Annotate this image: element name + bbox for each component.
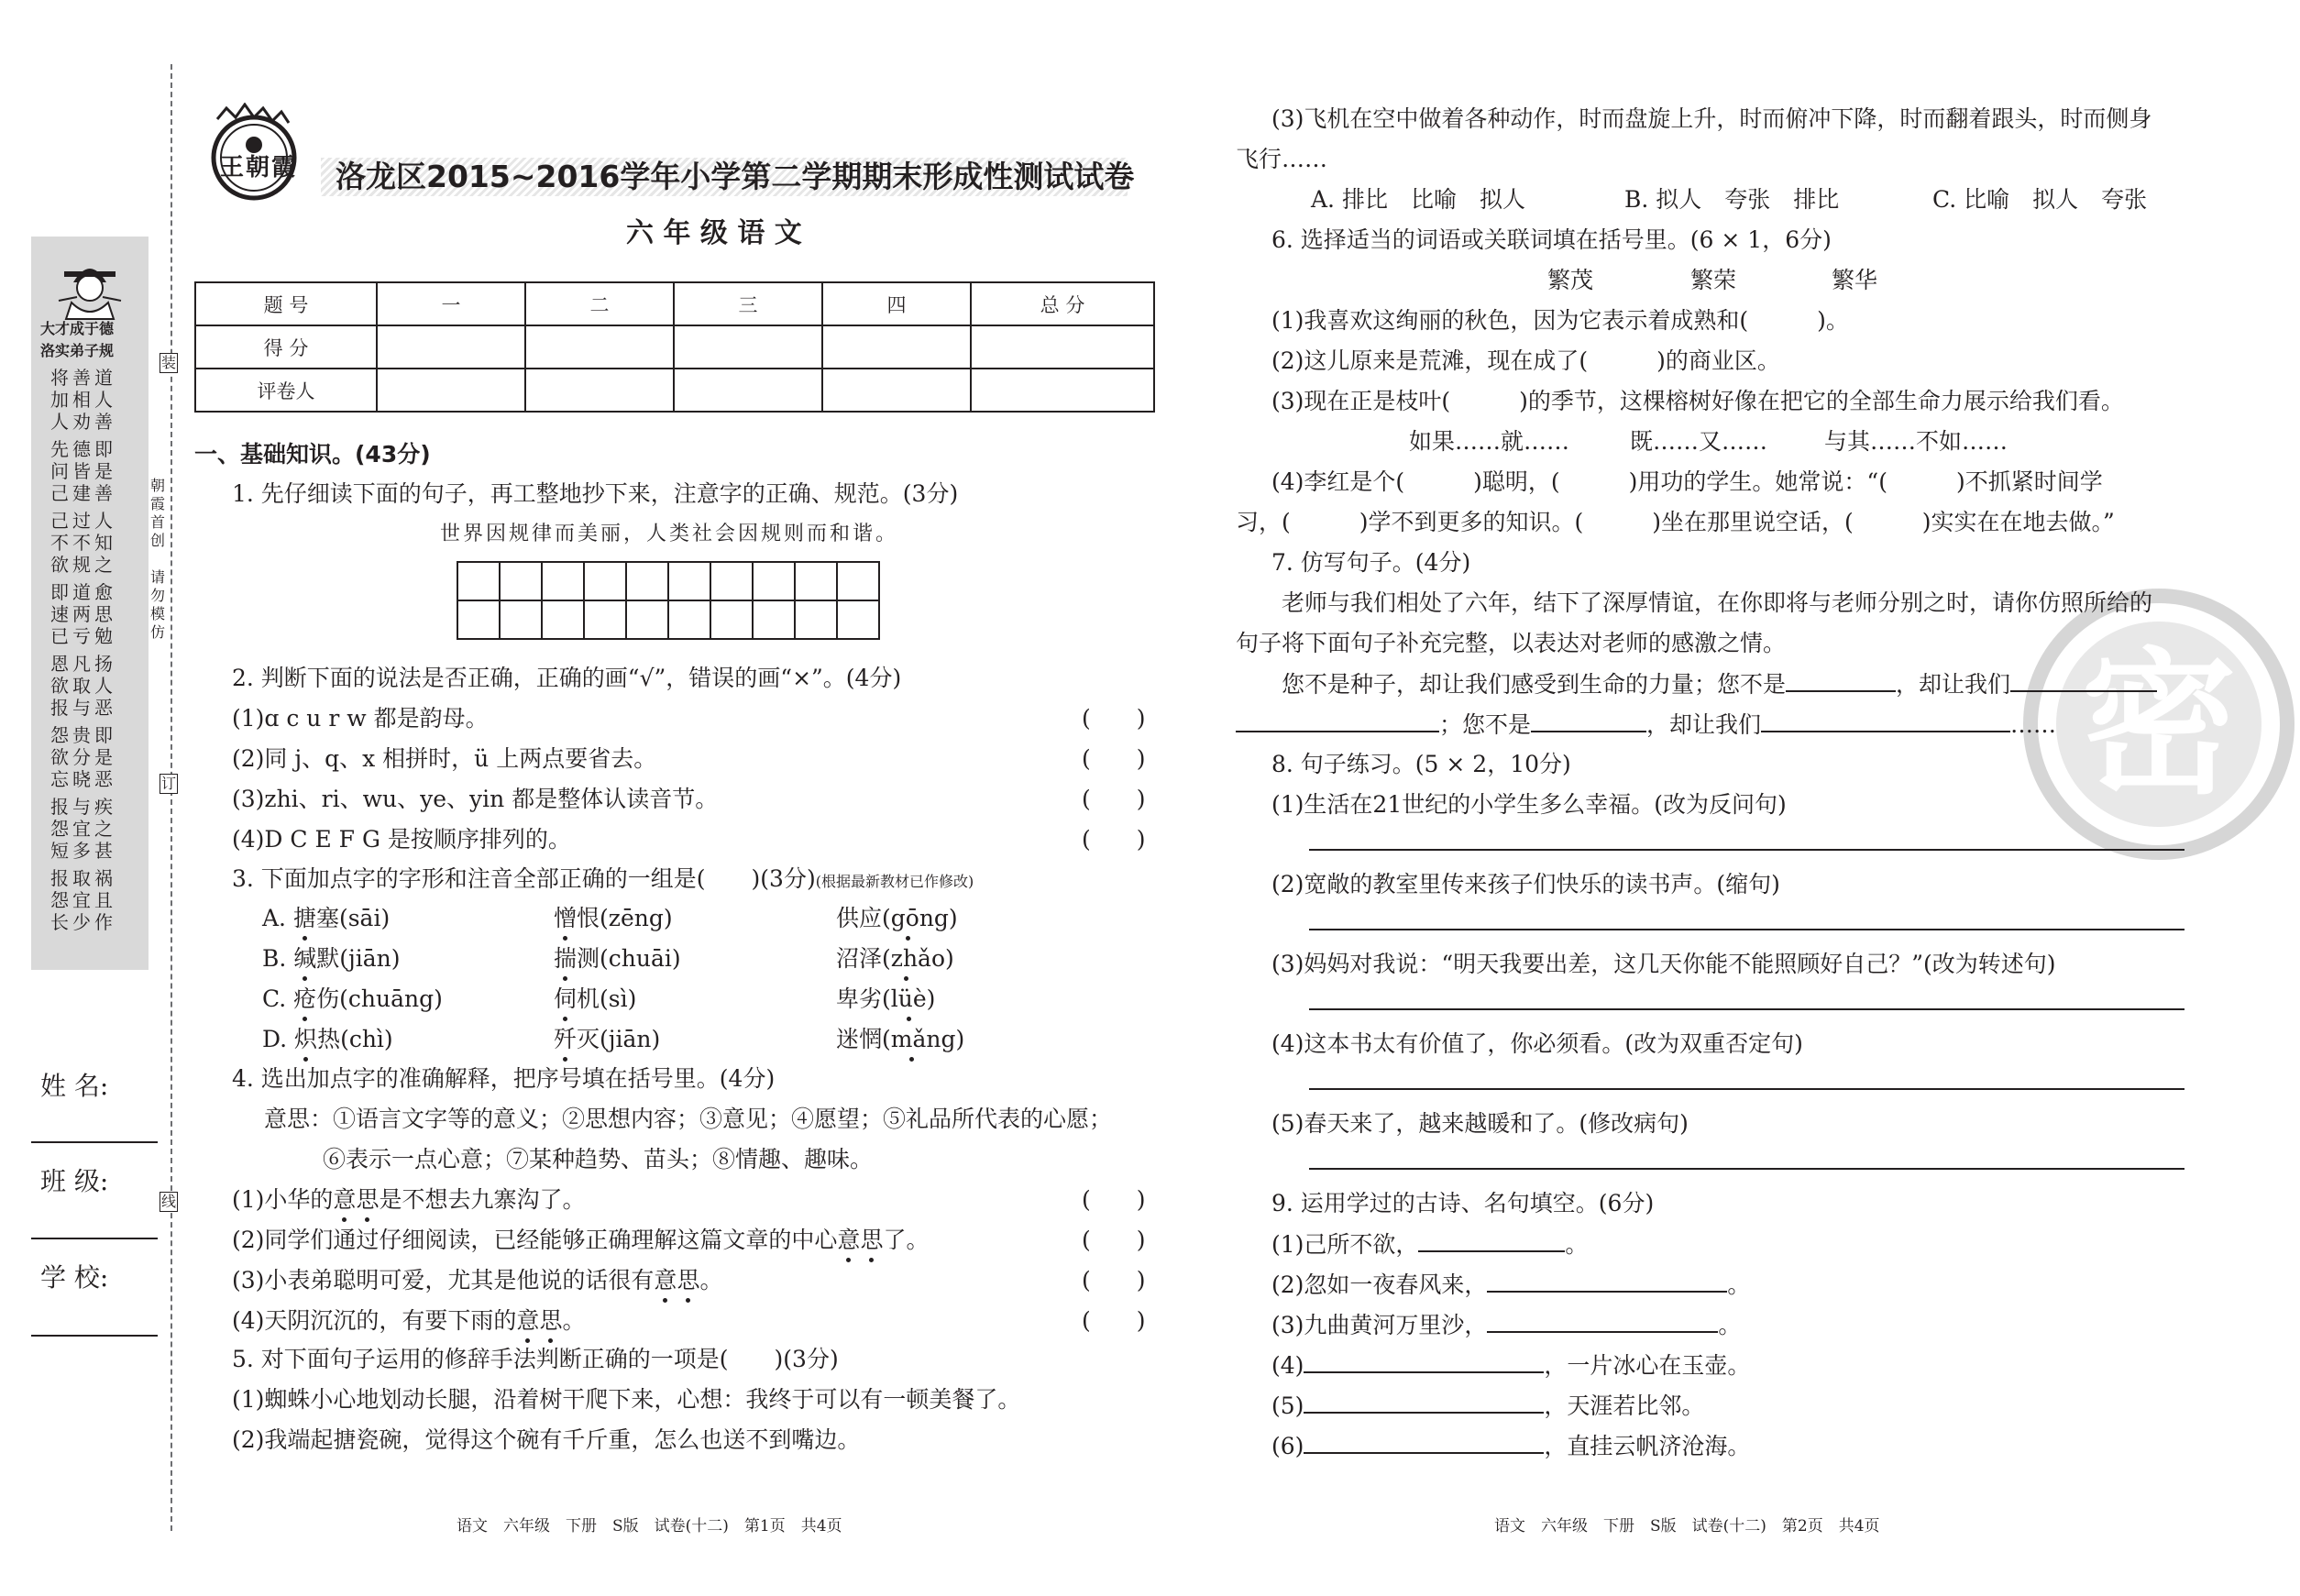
q7-blank[interactable] bbox=[1236, 709, 1439, 732]
q3-dotted-char: 疮 bbox=[293, 984, 316, 1015]
q5-option-a[interactable]: A. 排比 比喻 拟人 bbox=[1311, 186, 1525, 213]
school-field[interactable] bbox=[31, 1335, 158, 1337]
q9-text: 。 bbox=[1727, 1271, 1751, 1298]
score-row-label: 得 分 bbox=[195, 325, 377, 369]
q9-text: (4) bbox=[1271, 1352, 1304, 1379]
q7-blank[interactable] bbox=[1761, 709, 2010, 732]
q8-item-2: (2)宽敞的教室里传来孩子们快乐的读书声。(缩句) bbox=[1271, 871, 1780, 897]
q7-paragraph-1: 老师与我们相处了六年，结下了深厚情谊，在你即将与老师分别之时，请你仿照所给的 bbox=[1282, 589, 2153, 616]
q1-sentence: 世界因规律而美丽，人类社会因规则而和谐。 bbox=[440, 523, 899, 545]
q3-dotted-char: (lüè) bbox=[882, 984, 935, 1015]
q3-dotted-char: 揣 bbox=[554, 943, 577, 974]
score-table bbox=[194, 281, 1155, 413]
q3-option-letter: A. bbox=[262, 905, 293, 931]
class-field[interactable] bbox=[31, 1238, 158, 1239]
q5-prompt: 5. 对下面句子运用的修辞手法判断正确的一项是( )(3分) bbox=[232, 1346, 839, 1372]
q8-prompt: 8. 句子练习。(5 × 2，10分) bbox=[1271, 751, 1571, 777]
q8-item-5: (5)春天来了，越来越暖和了。(修改病句) bbox=[1271, 1110, 1689, 1137]
sidebar-maxim: 恩欲报 bbox=[50, 653, 69, 719]
sidebar-maxim: 报怨短 bbox=[50, 796, 69, 862]
q5-item-3a: (3)飞机在空中做着各种动作，时而盘旋上升，时而俯冲下降，时而翻着跟头，时而侧身 bbox=[1271, 105, 2152, 132]
q9-item bbox=[1271, 1309, 1741, 1341]
q3-option-text: 迷 bbox=[836, 1026, 860, 1052]
seal-mark-zhuang: 装 bbox=[160, 354, 176, 371]
q3-word bbox=[836, 984, 935, 1015]
q4-text: (3)小表弟聪明可爱，尤其是他说的话很有 bbox=[232, 1267, 655, 1293]
q4-prompt: 4. 选出加点字的准确解释，把序号填在括号里。(4分) bbox=[232, 1065, 776, 1092]
score-cell[interactable] bbox=[377, 325, 525, 369]
q3-dotted-char: 歼 bbox=[554, 1024, 577, 1055]
q7-text: ；您不是 bbox=[1439, 711, 1532, 738]
q9-blank[interactable] bbox=[1304, 1349, 1544, 1373]
q3-option-text: 卑劣 bbox=[836, 985, 883, 1012]
q6-item-3: (3)现在正是枝叶( )的季节，这棵榕树好像在把它的全部生命力展示给我们看。 bbox=[1271, 388, 2124, 414]
q2-prompt: 2. 判断下面的说法是否正确，正确的画“√”，错误的画“×”。(4分) bbox=[232, 665, 902, 691]
score-header-cell: 二 bbox=[525, 282, 674, 325]
sidebar-maxim: 将加人 bbox=[50, 367, 69, 433]
q3-dotted-char: 缄 bbox=[293, 943, 316, 974]
q4-dotted-word bbox=[654, 1267, 699, 1293]
q4-text: 是不想去九寨沟了。 bbox=[379, 1186, 586, 1213]
answer-paren[interactable]: ( ) bbox=[1082, 1186, 1146, 1213]
q6-word: 繁荣 bbox=[1690, 267, 1737, 293]
q6-item-4b: 习，( )学不到更多的知识。( )坐在那里说空话，( )实实在在地去做。” bbox=[1236, 509, 2115, 535]
q3-option-letter: D. bbox=[262, 1026, 295, 1052]
q9-text: ，直挂云帆济沧海。 bbox=[1544, 1433, 1751, 1459]
q9-item bbox=[1271, 1349, 1750, 1381]
q6-item-2: (2)这儿原来是荒滩，现在成了( )的商业区。 bbox=[1271, 347, 1780, 374]
q4-dotted-word bbox=[837, 1227, 883, 1253]
q6-word: 繁茂 bbox=[1547, 267, 1594, 293]
scholar-cartoon-icon bbox=[46, 246, 134, 321]
q6-conj: 与其……不如…… bbox=[1824, 428, 2008, 455]
left-footer: 语文 六年级 下册 S版 试卷(十二) 第1页 共4页 bbox=[457, 1517, 842, 1535]
sidebar-motto-1: 大才成于德 bbox=[40, 320, 115, 337]
q9-blank[interactable] bbox=[1487, 1269, 1727, 1293]
answer-paren[interactable]: ( ) bbox=[1082, 1307, 1146, 1334]
q3-option-letter: C. bbox=[262, 985, 294, 1012]
q1-prompt: 1. 先仔细读下面的句子，再工整地抄下来，注意字的正确、规范。(3分) bbox=[232, 480, 959, 507]
answer-paren[interactable]: ( ) bbox=[1082, 1267, 1146, 1293]
q4-text: (1)小华的 bbox=[232, 1186, 334, 1213]
score-cell[interactable] bbox=[525, 325, 674, 369]
exam-subtitle: 六 年 级 语 文 bbox=[626, 217, 802, 249]
q7-blank[interactable] bbox=[2010, 668, 2157, 692]
q2-item-2: (2)同 j、q、x 相拼时，ü 上两点要省去。 bbox=[232, 745, 657, 772]
score-cell[interactable] bbox=[674, 325, 822, 369]
sidebar-maxim: 扬人恶 bbox=[94, 653, 113, 719]
q9-blank[interactable] bbox=[1418, 1228, 1565, 1252]
q4-item bbox=[232, 1265, 722, 1296]
q3-option-text: 沼 bbox=[836, 945, 860, 972]
q3-dotted-char: 惘(mǎng) bbox=[859, 1024, 964, 1055]
q9-blank[interactable] bbox=[1487, 1309, 1718, 1333]
q9-blank[interactable] bbox=[1304, 1390, 1544, 1414]
q9-text: (5) bbox=[1271, 1392, 1304, 1419]
q9-text: (6) bbox=[1271, 1433, 1304, 1459]
q9-text: (3)九曲黄河万里沙， bbox=[1271, 1312, 1488, 1338]
q8-item-4: (4)这本书太有价值了，你必须看。(改为双重否定句) bbox=[1271, 1030, 1803, 1057]
sidebar-maxim: 取宜少 bbox=[72, 867, 91, 933]
q3-dotted-char: 应(gōng) bbox=[859, 903, 958, 934]
q4-text: (2)同学们通过仔细阅读，已经能够正确理解这篇文章的中心 bbox=[232, 1227, 838, 1253]
q6-item-1: (1)我喜欢这绚丽的秋色，因为它表示着成熟和( )。 bbox=[1271, 307, 1849, 334]
answer-paren[interactable]: ( ) bbox=[1082, 826, 1146, 853]
sidebar-maxim: 贵分晓 bbox=[72, 724, 91, 790]
grader-cell[interactable] bbox=[525, 369, 674, 412]
q3-option-text: 默(jiān) bbox=[316, 945, 401, 972]
q5-option-c[interactable]: C. 比喻 拟人 夸张 bbox=[1932, 186, 2148, 213]
score-header-cell: 三 bbox=[674, 282, 822, 325]
q4-text: 。 bbox=[562, 1307, 586, 1334]
q2-item-4: (4)D C E F G 是按顺序排列的。 bbox=[232, 826, 571, 853]
q3-option-row[interactable] bbox=[262, 903, 390, 934]
q3-option-text: 恨(zēng) bbox=[577, 905, 673, 931]
vertical-note-1: 朝霞首创 bbox=[150, 477, 166, 549]
q3-option-text: 热(chì) bbox=[317, 1026, 393, 1052]
sidebar-maxim: 人知之 bbox=[94, 510, 113, 576]
q3-option-text: 塞(sāi) bbox=[315, 905, 391, 931]
school-label: 学 校: bbox=[40, 1262, 109, 1293]
q4-item bbox=[232, 1225, 929, 1256]
q7-blank[interactable] bbox=[1786, 668, 1896, 692]
sidebar-motto-2: 洛实弟子规 bbox=[40, 342, 115, 359]
q4-dotted-char: 思 bbox=[356, 1184, 379, 1216]
q3-option-letter: B. bbox=[262, 945, 294, 972]
q3-dotted-char: 搪 bbox=[293, 903, 316, 934]
grader-cell[interactable] bbox=[674, 369, 822, 412]
class-label: 班 级: bbox=[40, 1166, 109, 1196]
q3-option-text: 灭(jiān) bbox=[577, 1026, 661, 1052]
q5-item-1: (1)蜘蛛小心地划动长腿，沿着树干爬下来，心想：我终于可以有一顿美餐了。 bbox=[232, 1386, 1021, 1413]
sidebar-maxim: 己不欲 bbox=[50, 510, 69, 576]
sidebar-maxim: 愈思勉 bbox=[94, 581, 113, 647]
sidebar-maxim: 即是恶 bbox=[94, 724, 113, 790]
q3-prompt-text: 3. 下面加点字的字形和注音全部正确的一组是( )(3分) bbox=[232, 865, 816, 892]
q4-dotted-char: 意 bbox=[516, 1305, 539, 1337]
q8-answer-line[interactable] bbox=[1309, 929, 2184, 930]
score-row bbox=[195, 325, 1154, 369]
sidebar-maxim: 道两亏 bbox=[72, 581, 91, 647]
q4-dotted-word bbox=[333, 1186, 379, 1213]
q3-word bbox=[554, 903, 673, 934]
q4-text: 了。 bbox=[883, 1227, 930, 1253]
q4-meanings-2: ⑥表示一点心意；⑦某种趋势、苗头；⑧情趣、趣味。 bbox=[323, 1146, 874, 1172]
q7-text: …… bbox=[2010, 711, 2057, 738]
sidebar-maxim: 德皆建 bbox=[72, 438, 91, 504]
q3-word bbox=[554, 1024, 660, 1055]
q9-text: ，天涯若比邻。 bbox=[1544, 1392, 1705, 1419]
q4-dotted-char: 思 bbox=[860, 1225, 883, 1256]
q3-option-text: 伤(chuāng) bbox=[316, 985, 443, 1012]
sidebar-maxim: 祸且作 bbox=[94, 867, 113, 933]
q7-sentence-line-1 bbox=[1282, 668, 2157, 700]
q4-dotted-char: 思 bbox=[539, 1305, 562, 1337]
q7-paragraph-2: 句子将下面句子补充完整，以表达对老师的感激之情。 bbox=[1236, 630, 1787, 656]
brand-name: 王朝霞 bbox=[220, 154, 298, 182]
q3-dotted-char: 炽 bbox=[294, 1024, 317, 1055]
sidebar-maxim: 道人善 bbox=[94, 367, 113, 433]
answer-paren[interactable]: ( ) bbox=[1082, 1227, 1146, 1253]
q4-dotted-char: 意 bbox=[654, 1265, 677, 1296]
q3-option-text: 供 bbox=[836, 905, 860, 931]
q8-answer-line[interactable] bbox=[1309, 1008, 2184, 1010]
section-1-title: 一、基础知识。(43分) bbox=[194, 441, 431, 468]
answer-paren[interactable]: ( ) bbox=[1082, 705, 1146, 732]
q3-option-text: 机(sì) bbox=[577, 985, 637, 1012]
score-header-cell: 一 bbox=[377, 282, 525, 325]
score-header-cell: 题 号 bbox=[195, 282, 377, 325]
q3-option-row[interactable] bbox=[262, 1024, 393, 1055]
q5-item-2: (2)我端起搪瓷碗，觉得这个碗有千斤重，怎么也送不到嘴边。 bbox=[232, 1426, 861, 1453]
score-cell[interactable] bbox=[971, 325, 1154, 369]
vertical-note-2: 请勿模仿 bbox=[150, 568, 166, 641]
sidebar-maxim: 凡取与 bbox=[72, 653, 91, 719]
q3-word bbox=[554, 943, 681, 974]
sidebar-maxim: 疾之甚 bbox=[94, 796, 113, 862]
q4-meanings-1: 意思：①语言文字等的意义；②思想内容；③意见；④愿望；⑤礼品所代表的心愿； bbox=[264, 1106, 1113, 1132]
q9-text: (2)忽如一夜春风来， bbox=[1271, 1271, 1488, 1298]
sidebar-maxim: 即速已 bbox=[50, 581, 69, 647]
sidebar-maxim: 与宜多 bbox=[72, 796, 91, 862]
q5-option-b[interactable]: B. 拟人 夸张 排比 bbox=[1624, 186, 1840, 213]
q2-item-3: (3)zhi、ri、wu、ye、yin 都是整体认读音节。 bbox=[232, 786, 719, 812]
copy-grid[interactable] bbox=[457, 561, 880, 640]
q6-conj: 如果……就…… bbox=[1409, 428, 1570, 455]
grader-cell[interactable] bbox=[377, 369, 525, 412]
q7-text: 您不是种子，却让我们感受到生命的力量；您不是 bbox=[1282, 671, 1787, 698]
q4-item bbox=[232, 1305, 585, 1337]
q3-word bbox=[836, 903, 958, 934]
q8-answer-line[interactable] bbox=[1309, 849, 2184, 851]
sidebar-maxim: 报怨长 bbox=[50, 867, 69, 933]
q7-prompt: 7. 仿写句子。(4分) bbox=[1271, 549, 1471, 576]
q4-dotted-char: 意 bbox=[333, 1184, 356, 1216]
exam-title: 洛龙区2015~2016学年小学第二学期期末形成性测试试卷 bbox=[336, 159, 1135, 194]
q4-dotted-char: 思 bbox=[677, 1265, 699, 1296]
name-field[interactable] bbox=[31, 1141, 158, 1143]
q3-word bbox=[836, 943, 954, 974]
answer-paren[interactable]: ( ) bbox=[1082, 745, 1146, 772]
q7-text: ，却让我们 bbox=[1896, 671, 2011, 698]
q9-item bbox=[1271, 1390, 1704, 1422]
confidential-seal-text: 密 bbox=[2081, 633, 2238, 816]
score-table-header-row bbox=[195, 282, 1154, 325]
q9-prompt: 9. 运用学过的古诗、名句填空。(6分) bbox=[1271, 1190, 1655, 1216]
sidebar-maxim: 先问己 bbox=[50, 438, 69, 504]
q9-text: (1)己所不欲， bbox=[1271, 1231, 1419, 1258]
q8-answer-line[interactable] bbox=[1309, 1168, 2184, 1170]
seal-mark-xian: 线 bbox=[160, 1193, 176, 1210]
score-row-label: 评卷人 bbox=[195, 369, 377, 412]
score-cell[interactable] bbox=[822, 325, 971, 369]
score-header-cell: 总 分 bbox=[971, 282, 1154, 325]
q3-word bbox=[836, 1024, 964, 1055]
q3-option-row[interactable] bbox=[262, 984, 443, 1015]
q8-item-3: (3)妈妈对我说：“明天我要出差，这几天你能不能照顾好自己？”(改为转述句) bbox=[1271, 951, 2056, 977]
q9-blank[interactable] bbox=[1304, 1430, 1544, 1454]
q6-conj: 既……又…… bbox=[1630, 428, 1768, 455]
sidebar-maxim: 过不规 bbox=[72, 510, 91, 576]
q9-item bbox=[1271, 1430, 1750, 1462]
binding-line bbox=[171, 64, 172, 1531]
q3-note: (根据最新教材已作修改) bbox=[815, 873, 974, 890]
sidebar-maxim: 怨欲忘 bbox=[50, 724, 69, 790]
q9-item bbox=[1271, 1269, 1750, 1301]
sidebar-maxim: 善相劝 bbox=[72, 367, 91, 433]
name-label: 姓 名: bbox=[40, 1071, 109, 1101]
q3-dotted-char: 伺 bbox=[554, 984, 577, 1015]
q9-text: 。 bbox=[1565, 1231, 1589, 1258]
q8-item-1: (1)生活在21世纪的小学生多么幸福。(改为反问句) bbox=[1271, 791, 1787, 818]
q9-item bbox=[1271, 1228, 1588, 1260]
score-header-cell: 四 bbox=[822, 282, 971, 325]
q7-text: ，却让我们 bbox=[1646, 711, 1762, 738]
q6-word: 繁华 bbox=[1832, 267, 1878, 293]
q4-item bbox=[232, 1184, 585, 1216]
q3-option-row[interactable] bbox=[262, 943, 401, 974]
q3-word bbox=[554, 984, 636, 1015]
q4-dotted-word bbox=[516, 1307, 562, 1334]
seal-mark-ding: 订 bbox=[160, 775, 176, 792]
grader-row bbox=[195, 369, 1154, 412]
q3-dotted-char: 憎 bbox=[554, 903, 577, 934]
answer-paren[interactable]: ( ) bbox=[1082, 786, 1146, 812]
right-footer: 语文 六年级 下册 S版 试卷(十二) 第2页 共4页 bbox=[1494, 1517, 1880, 1535]
q2-item-1: (1)ɑ c u r w 都是韵母。 bbox=[232, 705, 489, 732]
q6-item-4a: (4)李红是个( )聪明，( )用功的学生。她常说：“( )不抓紧时间学 bbox=[1271, 468, 2103, 495]
q3-option-text: 测(chuāi) bbox=[577, 945, 681, 972]
q7-blank[interactable] bbox=[1531, 709, 1646, 732]
q5-item-3b: 飞行…… bbox=[1236, 146, 1328, 172]
sidebar-maxim: 即是善 bbox=[94, 438, 113, 504]
q4-dotted-char: 意 bbox=[837, 1225, 860, 1256]
q4-text: 。 bbox=[699, 1267, 723, 1293]
q4-text: (4)天阴沉沉的，有要下雨的 bbox=[232, 1307, 517, 1334]
q7-sentence-line-2 bbox=[1236, 709, 2056, 741]
q3-dotted-char: 泽(zhǎo) bbox=[859, 943, 954, 974]
q6-prompt: 6. 选择适当的词语或关联词填在括号里。(6 × 1，6分) bbox=[1271, 226, 1832, 253]
q9-text: ，一片冰心在玉壶。 bbox=[1544, 1352, 1751, 1379]
grader-cell[interactable] bbox=[971, 369, 1154, 412]
q8-answer-line[interactable] bbox=[1309, 1088, 2184, 1090]
q9-text: 。 bbox=[1718, 1312, 1742, 1338]
grader-cell[interactable] bbox=[822, 369, 971, 412]
q3-prompt bbox=[232, 864, 974, 897]
